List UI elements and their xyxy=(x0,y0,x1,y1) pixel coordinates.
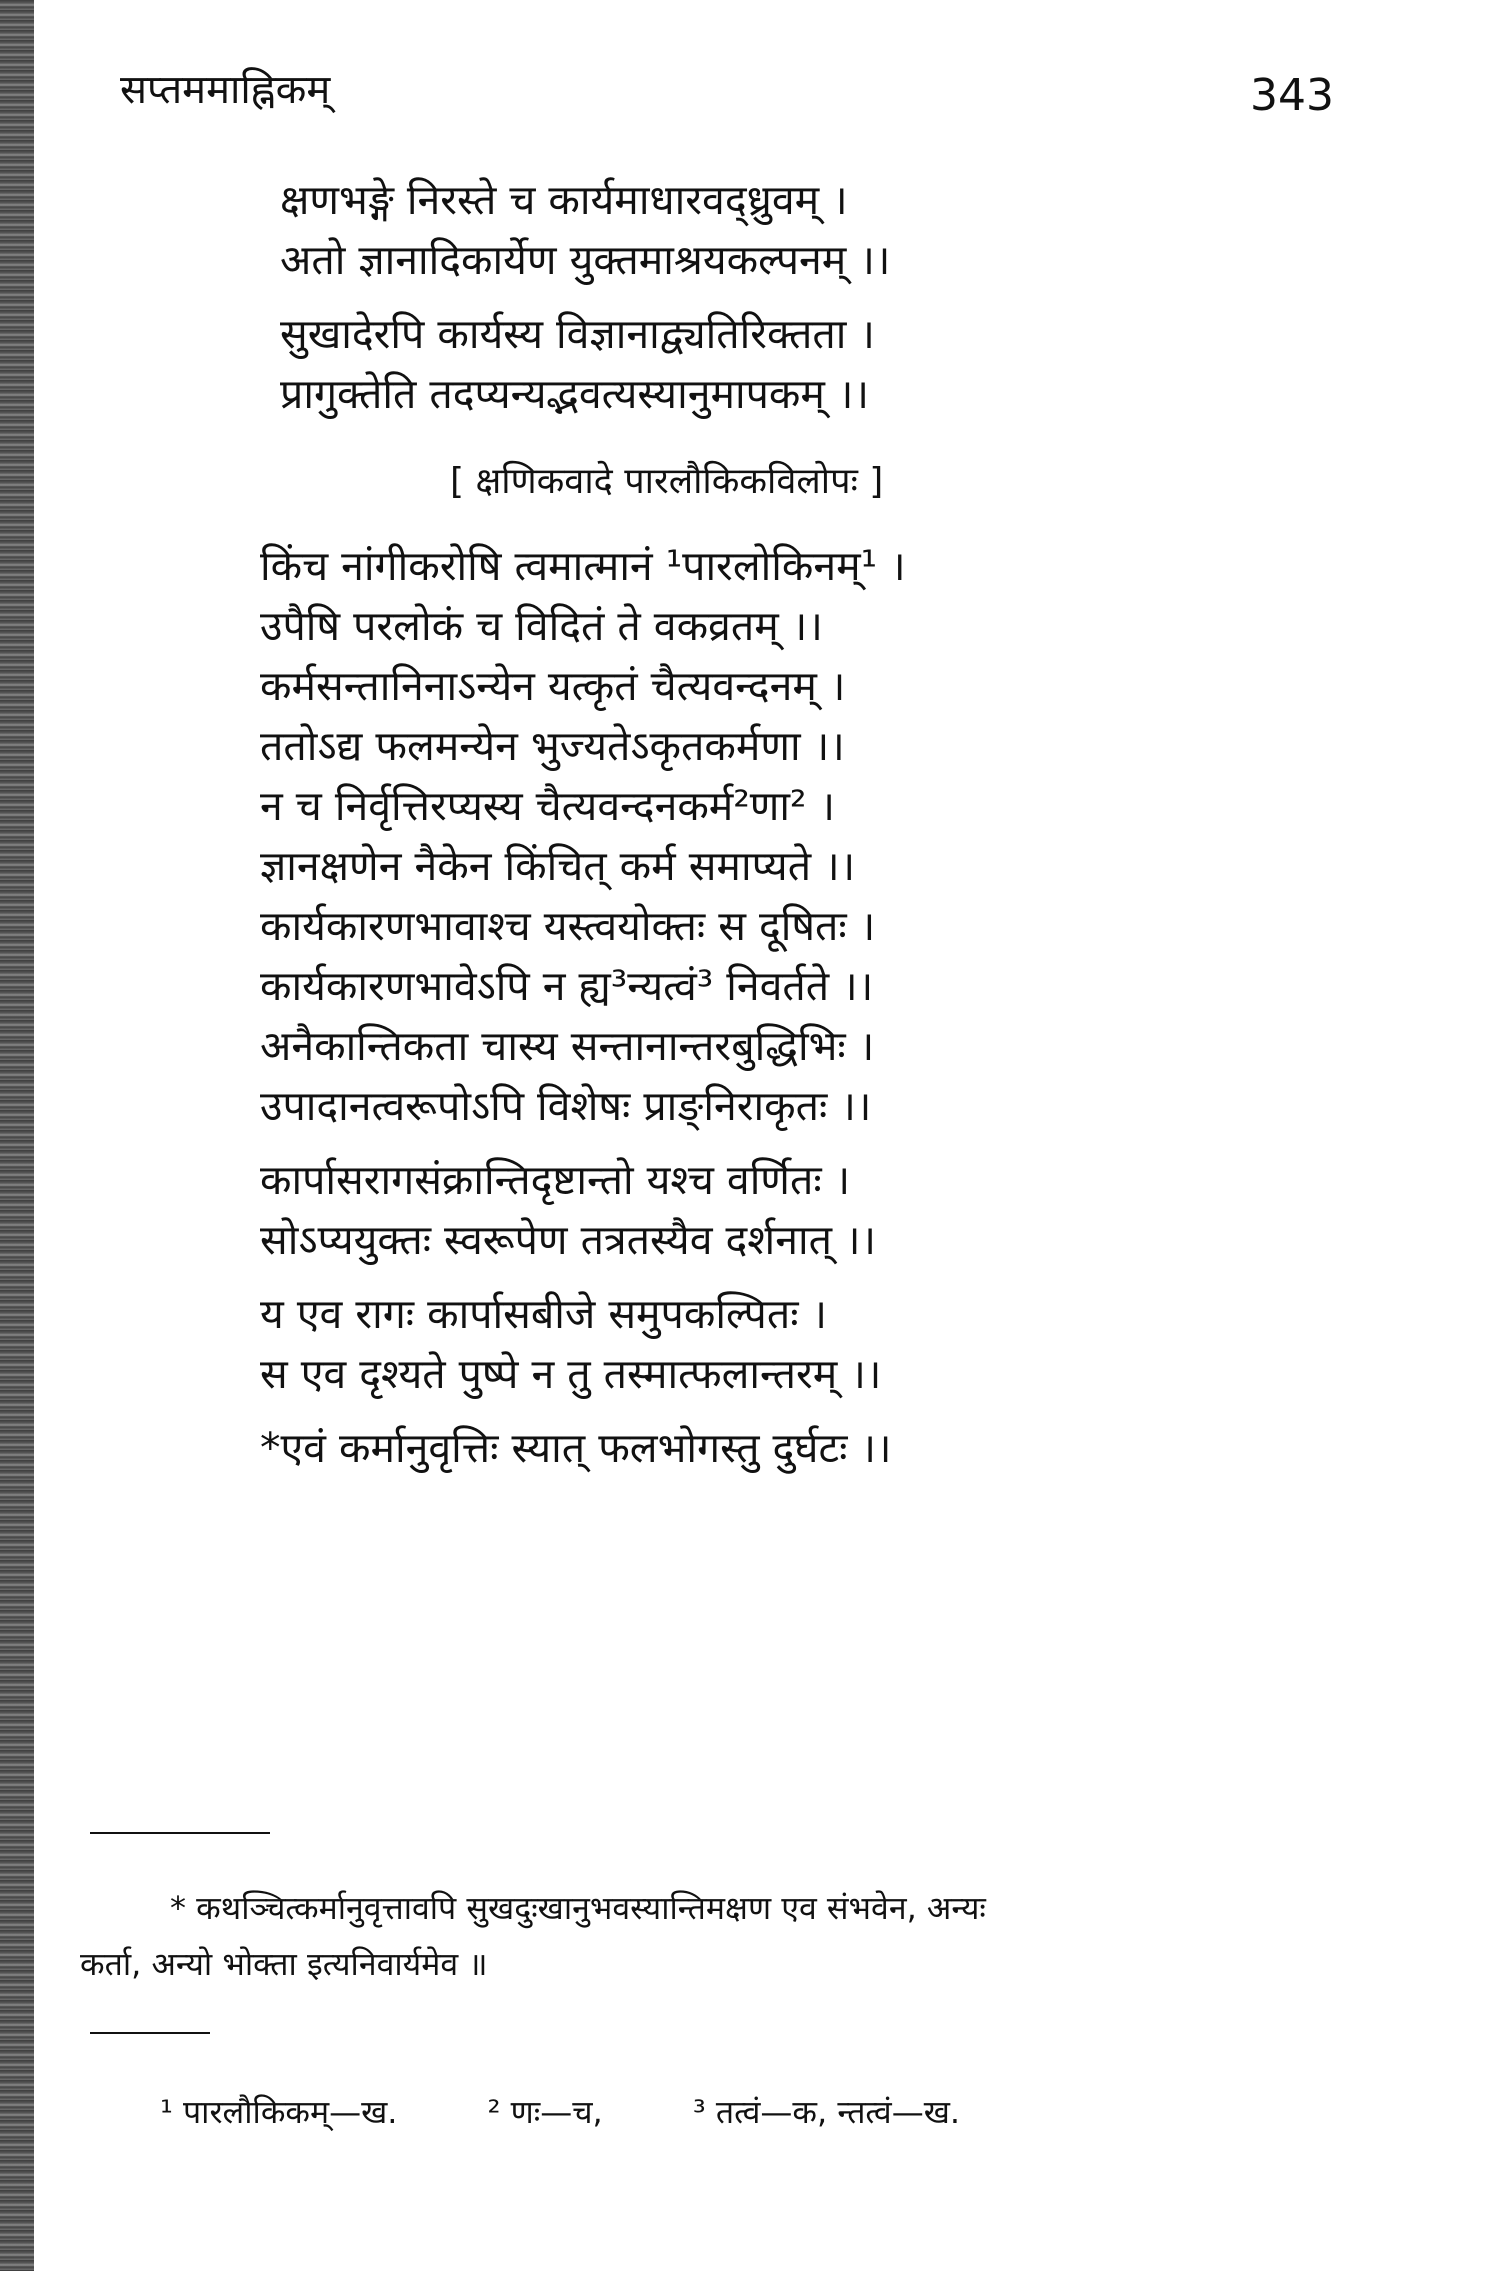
verse-block xyxy=(260,170,1430,1478)
section-heading: [ क्षणिकवादे पारलौकिकविलोपः ] xyxy=(450,461,884,502)
verse-line: उपादानत्वरूपोऽपि विशेषः प्राङ्निराकृतः ।। xyxy=(260,1082,872,1130)
star-footnote-line: कर्ता, अन्यो भोक्ता इत्यनिवार्यमेव ॥ xyxy=(80,1945,488,1983)
verse-line: अनैकान्तिकता चास्य सन्तानान्तरबुद्धिभिः । xyxy=(260,1022,875,1070)
verse-line: ज्ञानक्षणेन नैकेन किंचित् कर्म समाप्यते ।। xyxy=(260,842,856,890)
verse-line: य एव रागः कार्पासबीजे समुपकल्पितः । xyxy=(260,1290,828,1338)
verse-line: क्षणभङ्गे निरस्ते च कार्यमाधारवद्ध्रुवम् । xyxy=(280,176,848,224)
verse-line: कार्यकारणभावाश्च यस्त्वयोक्तः स दूषितः । xyxy=(260,902,876,950)
variant-footnotes xyxy=(160,2090,1040,2133)
verse-line: किंच नांगीकरोषि त्वमात्मानं ¹पारलोकिनम्¹ । xyxy=(260,542,906,590)
footnote-1: ¹ पारलौकिकम्—ख. xyxy=(160,2093,398,2131)
verse-line: न च निर्वृत्तिरप्यस्य चैत्यवन्दनकर्म²णा² । xyxy=(260,782,836,830)
verse-line: सुखादेरपि कार्यस्य विज्ञानाद्व्यतिरिक्तता । xyxy=(280,310,875,358)
verse-line: अतो ज्ञानादिकार्येण युक्तमाश्रयकल्पनम् ।। xyxy=(280,236,891,284)
verse-line: उपैषि परलोकं च विदितं ते वकव्रतम् ।। xyxy=(260,602,823,650)
verse-line: सोऽप्ययुक्तः स्वरूपेण तत्रतस्यैव दर्शनात् ।। xyxy=(260,1216,877,1264)
verse-line: *एवं कर्मानुवृत्तिः स्यात् फलभोगस्तु दुर्घटः ।। xyxy=(260,1424,892,1472)
footnote-rule xyxy=(90,1832,270,1834)
verse-line: कर्मसन्तानिनाऽन्येन यत्कृतं चैत्यवन्दनम् । xyxy=(260,662,846,710)
verse-line: स एव दृश्यते पुष्पे न तु तस्मात्फलान्तरम् ।। xyxy=(260,1350,882,1398)
footnote-2: ² णः—च, xyxy=(487,2093,603,2131)
verse-line: प्रागुक्तेति तदप्यन्यद्भवत्यस्यानुमापकम् ।। xyxy=(280,370,869,418)
footnote-3: ³ तत्वं—क, न्तत्वं—ख. xyxy=(692,2093,961,2131)
page-number: 343 xyxy=(1250,70,1334,121)
verse-line: ततोऽद्य फलमन्येन भुज्यतेऽकृतकर्मणा ।। xyxy=(260,722,845,770)
scan-edge-shadow xyxy=(0,0,34,2271)
verse-line: कार्यकारणभावेऽपि न ह्य³न्यत्वं³ निवर्तते ।। xyxy=(260,962,874,1010)
star-footnote-line: * कथञ्चित्कर्मानुवृत्तावपि सुखदुःखानुभवस्यान्तिमक्षण एव संभवेन, अन्यः xyxy=(170,1889,986,1927)
footnote-rule xyxy=(90,2032,210,2034)
star-footnote xyxy=(80,1880,1440,1992)
verse-line: कार्पासरागसंक्रान्तिदृष्टान्तो यश्च वर्णितः । xyxy=(260,1156,851,1204)
running-title: सप्तममाह्निकम् xyxy=(120,67,331,113)
